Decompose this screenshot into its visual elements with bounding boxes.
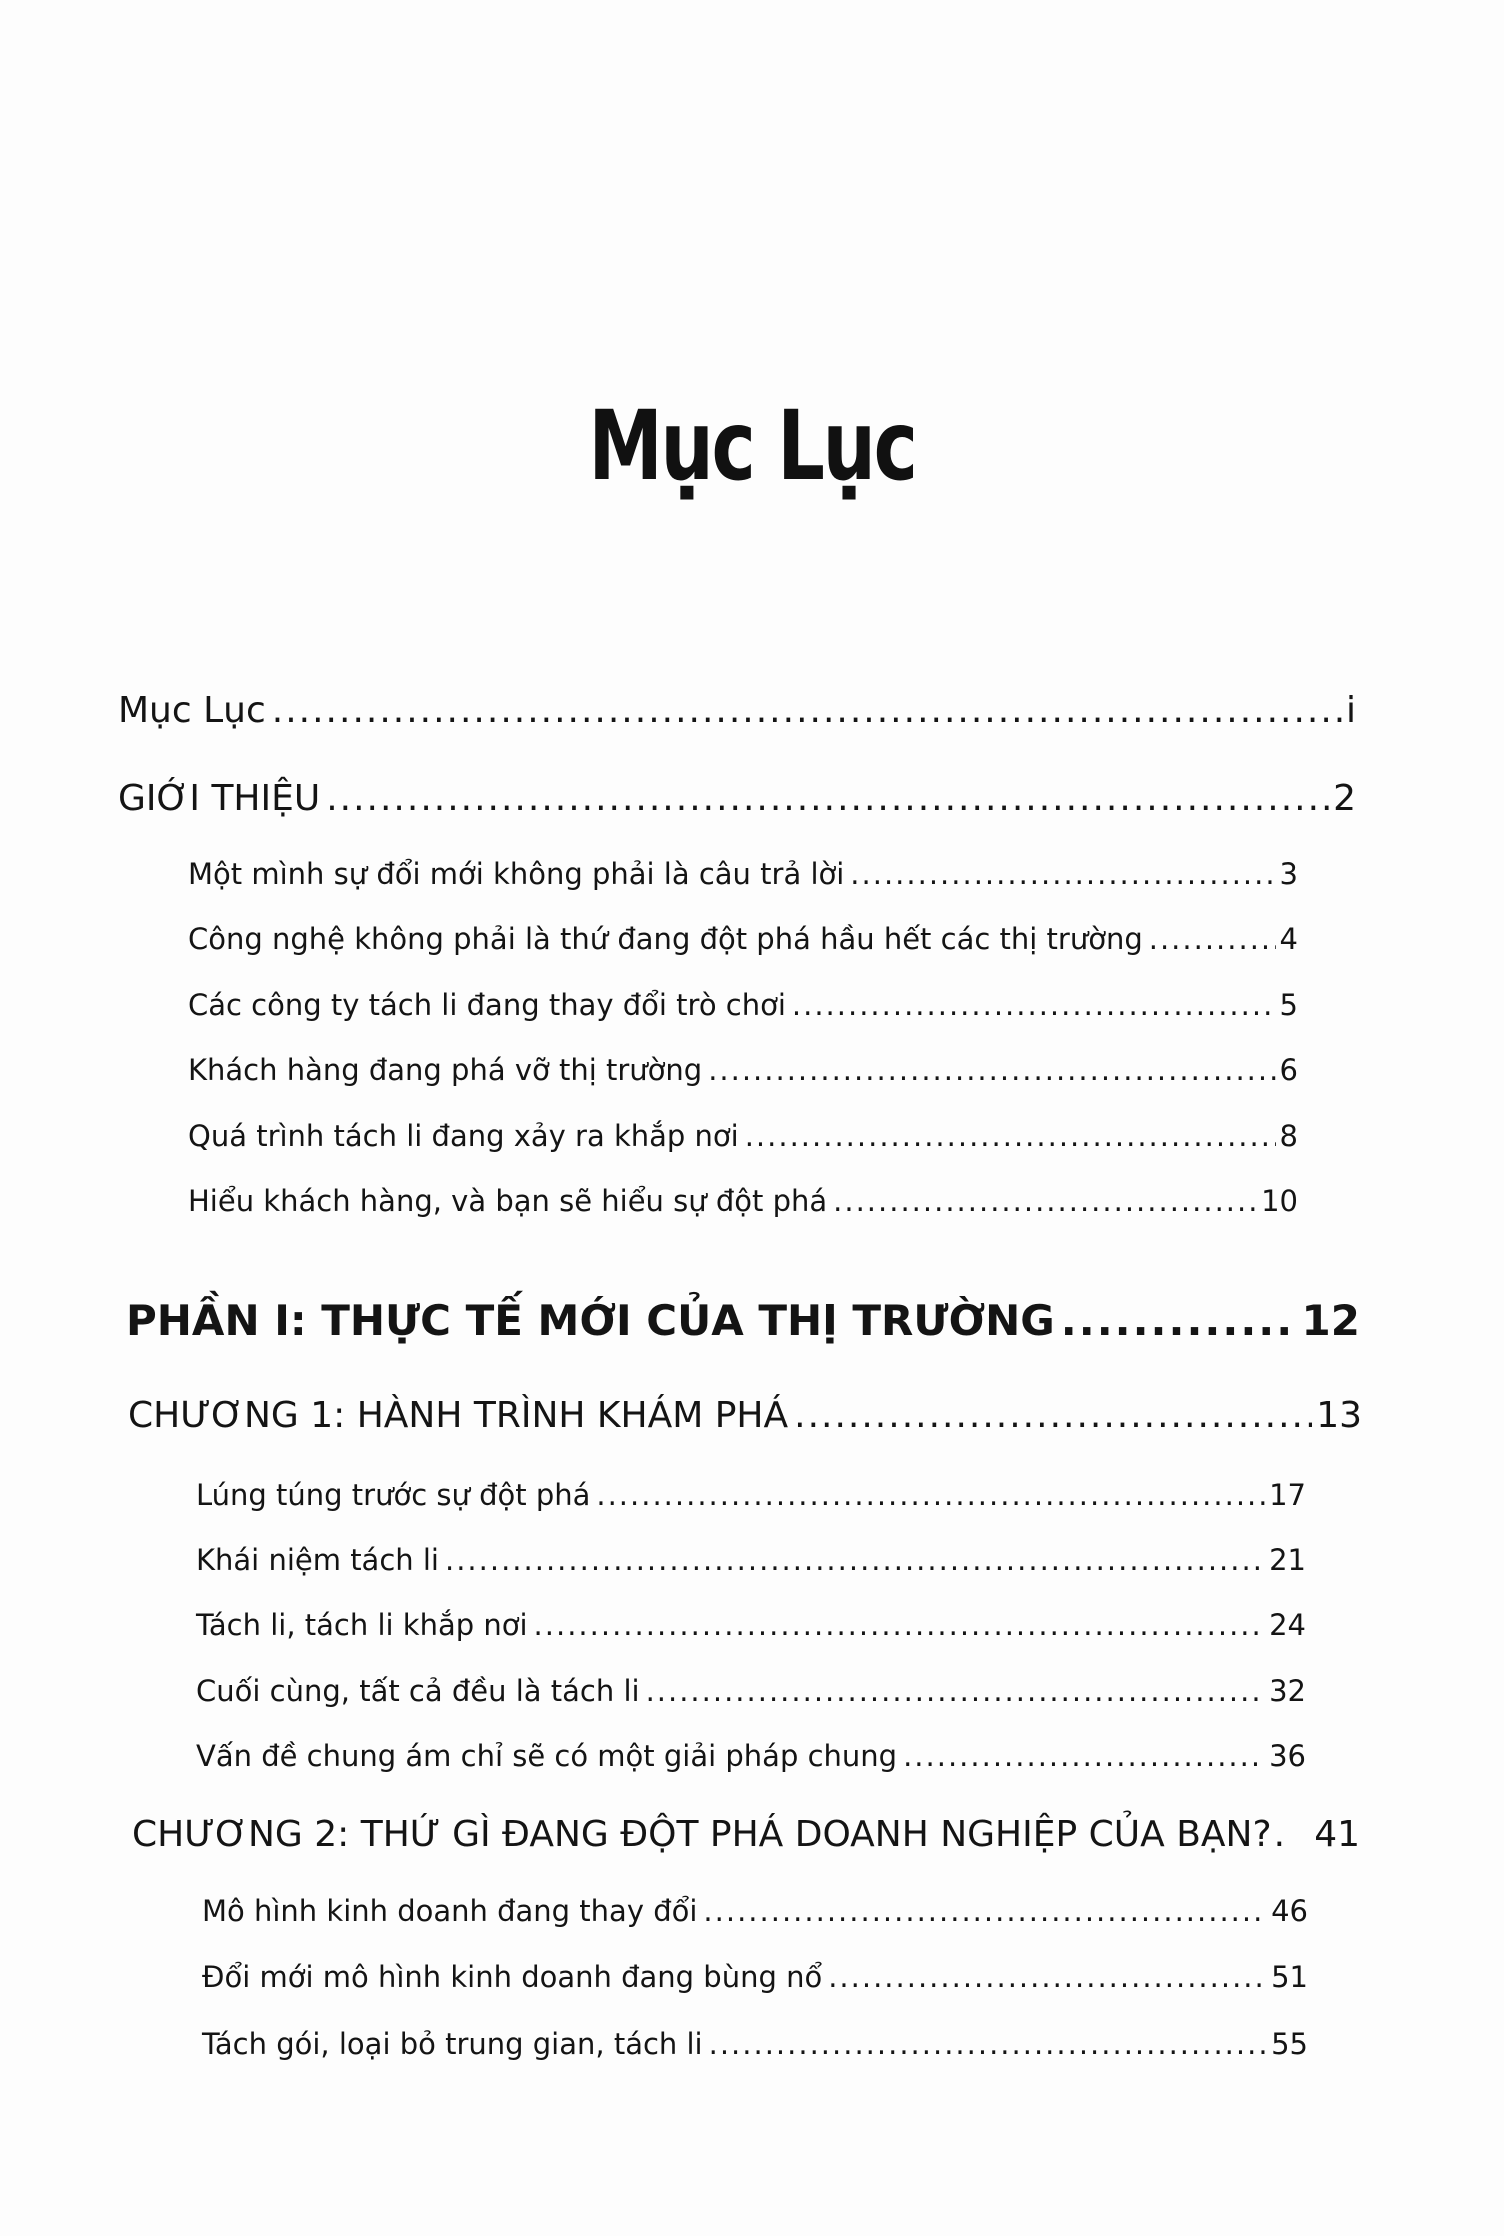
toc-subentry[interactable] — [188, 922, 1298, 956]
dot-leader — [1061, 1296, 1298, 1345]
toc-subentry[interactable] — [196, 1674, 1306, 1708]
dot-leader — [903, 1739, 1265, 1773]
toc-entry-label: CHƯƠNG 2: THỨ GÌ ĐANG ĐỘT PHÁ DOANH NGHIỆP CỦA BẠN? — [132, 1814, 1272, 1855]
toc-entry-label: Một mình sự đổi mới không phải là câu trả lời — [188, 857, 845, 891]
dot-leader — [792, 988, 1276, 1022]
dot-leader — [596, 1478, 1265, 1512]
toc-entry-label: Hiểu khách hàng, và bạn sẽ hiểu sự đột phá — [188, 1184, 828, 1218]
toc-entry-chapter-2[interactable] — [132, 1814, 1360, 1855]
page-title: Mục Lục — [588, 390, 916, 502]
toc-entry-label: Khách hàng đang phá vỡ thị trường — [188, 1053, 703, 1087]
toc-entry-label: Đổi mới mô hình kinh doanh đang bùng nổ — [202, 1960, 823, 1994]
toc-page-number: 5 — [1279, 988, 1298, 1022]
toc-page-number: 46 — [1271, 1894, 1308, 1928]
toc-entry-label: Tách gói, loại bỏ trung gian, tách li — [202, 2027, 703, 2061]
dot-leader — [703, 1894, 1267, 1928]
toc-entry-label: Tách li, tách li khắp nơi — [196, 1608, 528, 1642]
dot-leader — [794, 1395, 1312, 1436]
toc-entry-label: Vấn đề chung ám chỉ sẽ có một giải pháp chung — [196, 1739, 898, 1773]
toc-subentry[interactable] — [202, 1960, 1308, 1994]
toc-page-number: 51 — [1271, 1960, 1308, 1994]
dot-leader — [828, 1960, 1267, 1994]
dot-leader — [272, 690, 1342, 731]
toc-page-number: 41 — [1314, 1814, 1360, 1855]
dot-leader — [708, 1053, 1275, 1087]
toc-page-number: 21 — [1269, 1543, 1306, 1577]
dot-leader — [709, 2027, 1267, 2061]
dot-leader — [1149, 922, 1276, 956]
toc-entry-label: Lúng túng trước sự đột phá — [196, 1478, 591, 1512]
toc-subentry[interactable] — [202, 1894, 1308, 1928]
toc-entry-label: PHẦN I: THỰC TẾ MỚI CỦA THỊ TRƯỜNG — [126, 1296, 1055, 1345]
dot-leader — [326, 778, 1329, 819]
toc-subentry[interactable] — [188, 1053, 1298, 1087]
toc-subentry[interactable] — [196, 1739, 1306, 1773]
dot-leader — [445, 1543, 1265, 1577]
dot-leader — [1274, 1814, 1313, 1855]
toc-entry-label: Mô hình kinh doanh đang thay đổi — [202, 1894, 698, 1928]
dot-leader — [534, 1608, 1266, 1642]
toc-page-number: 55 — [1271, 2027, 1308, 2061]
toc-subentry[interactable] — [188, 857, 1298, 891]
toc-page-number: 17 — [1269, 1478, 1306, 1512]
toc-subentry[interactable] — [196, 1478, 1306, 1512]
toc-entry-gioi-thieu[interactable] — [118, 778, 1356, 819]
toc-page-number: i — [1345, 690, 1356, 731]
toc-page-number: 4 — [1279, 922, 1298, 956]
toc-page-number: 3 — [1279, 857, 1298, 891]
toc-entry-label: GIỚI THIỆU — [118, 778, 321, 819]
dot-leader — [646, 1674, 1266, 1708]
dot-leader — [833, 1184, 1257, 1218]
toc-subentry[interactable] — [188, 1119, 1298, 1153]
toc-subentry[interactable] — [188, 988, 1298, 1022]
toc-subentry[interactable] — [196, 1608, 1306, 1642]
toc-page-number: 12 — [1301, 1296, 1360, 1345]
toc-entry-muc-luc[interactable] — [118, 690, 1356, 731]
toc-page-number: 36 — [1269, 1739, 1306, 1773]
toc-entry-chapter-1[interactable] — [128, 1395, 1362, 1436]
toc-entry-label: Các công ty tách li đang thay đổi trò chơi — [188, 988, 786, 1022]
toc-page-number: 6 — [1279, 1053, 1298, 1087]
toc-page-number: 2 — [1333, 778, 1356, 819]
toc-entry-label: Quá trình tách li đang xảy ra khắp nơi — [188, 1119, 739, 1153]
toc-entry-part-1[interactable] — [126, 1296, 1360, 1345]
toc-subentry[interactable] — [188, 1184, 1298, 1218]
dot-leader — [850, 857, 1275, 891]
toc-page-number: 24 — [1269, 1608, 1306, 1642]
toc-page-number: 13 — [1316, 1395, 1362, 1436]
toc-page-number: 8 — [1279, 1119, 1298, 1153]
toc-entry-label: Cuối cùng, tất cả đều là tách li — [196, 1674, 640, 1708]
toc-page-number: 10 — [1261, 1184, 1298, 1218]
toc-entry-label: CHƯƠNG 1: HÀNH TRÌNH KHÁM PHÁ — [128, 1395, 789, 1436]
toc-subentry[interactable] — [196, 1543, 1306, 1577]
toc-entry-label: Công nghệ không phải là thứ đang đột phá hầu hết các thị trường — [188, 922, 1143, 956]
dot-leader — [745, 1119, 1276, 1153]
toc-entry-label: Mục Lục — [118, 690, 266, 731]
toc-page-number: 32 — [1269, 1674, 1306, 1708]
toc-subentry[interactable] — [202, 2027, 1308, 2061]
toc-entry-label: Khái niệm tách li — [196, 1543, 439, 1577]
